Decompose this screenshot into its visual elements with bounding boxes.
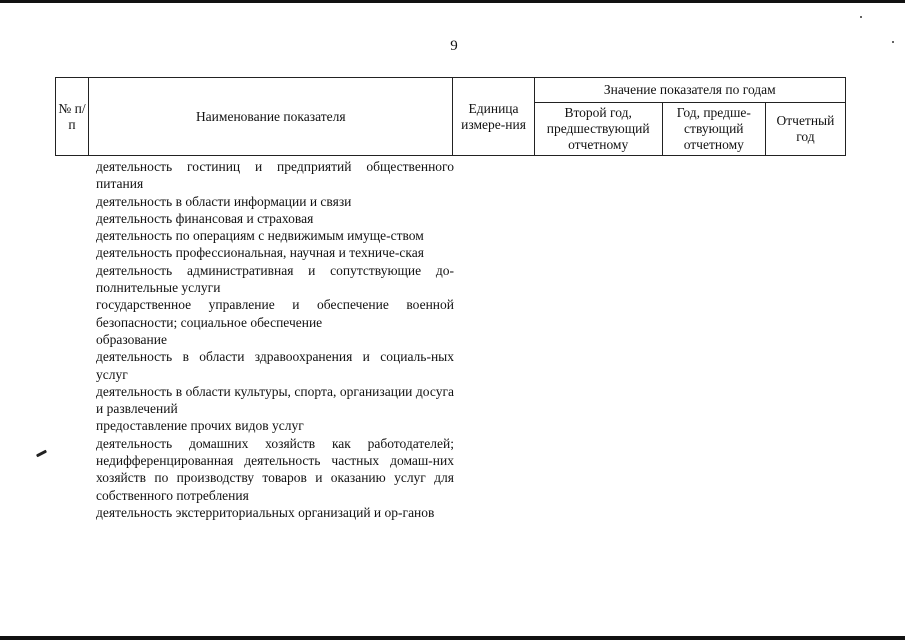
list-item: деятельность гостиниц и предприятий общественного питания: [96, 159, 454, 192]
list-item: деятельность административная и сопутствующие до-полнительные услуги: [96, 262, 454, 296]
margin-tick-mark: [36, 450, 47, 458]
list-item: деятельность экстерриториальных организаций и ор-ганов: [96, 504, 435, 520]
list-item: государственное управление и обеспечение военной безопасности; социальное обеспечение: [96, 297, 454, 330]
list-item: деятельность в области культуры, спорта, организации досуга и развлечений: [96, 383, 454, 417]
header-year-before-cell: Год, предше-ствующий отчетному: [662, 103, 765, 156]
table-header: [55, 77, 846, 156]
header-number-cell: № п/п: [56, 78, 89, 156]
scan-speck: [860, 16, 862, 18]
header-year-2-before-cell: Второй год, предшествующий отчетному: [534, 103, 662, 156]
list-item: деятельность домашних хозяйств как работодателей; недифференцированная деятельность частных домаш-них хозяйств по производству товаров и оказанию услуг для собственного потребления: [96, 435, 454, 503]
header-unit-cell: Единица измере-ния: [453, 78, 534, 156]
scan-top-edge: [0, 0, 905, 3]
page-number: 9: [450, 38, 458, 54]
header-values-group-cell: Значение показателя по годам: [534, 78, 845, 103]
list-item: деятельность в области здравоохранения и социаль-ных услуг: [96, 349, 454, 382]
indicator-list: [96, 158, 454, 521]
list-item: образование: [96, 331, 167, 347]
list-item: деятельность финансовая и страховая: [96, 210, 314, 226]
list-item: деятельность по операциям с недвижимым имуще-ством: [96, 228, 424, 244]
list-item: деятельность профессиональная, научная и техниче-ская: [96, 245, 424, 261]
list-item: предоставление прочих видов услуг: [96, 418, 304, 434]
list-item: деятельность в области информации и связи: [96, 193, 352, 209]
header-name-cell: Наименование показателя: [89, 78, 453, 156]
header-report-year-cell: Отчетный год: [765, 103, 845, 156]
scan-bottom-edge: [0, 636, 905, 640]
scan-speck: [892, 41, 894, 43]
